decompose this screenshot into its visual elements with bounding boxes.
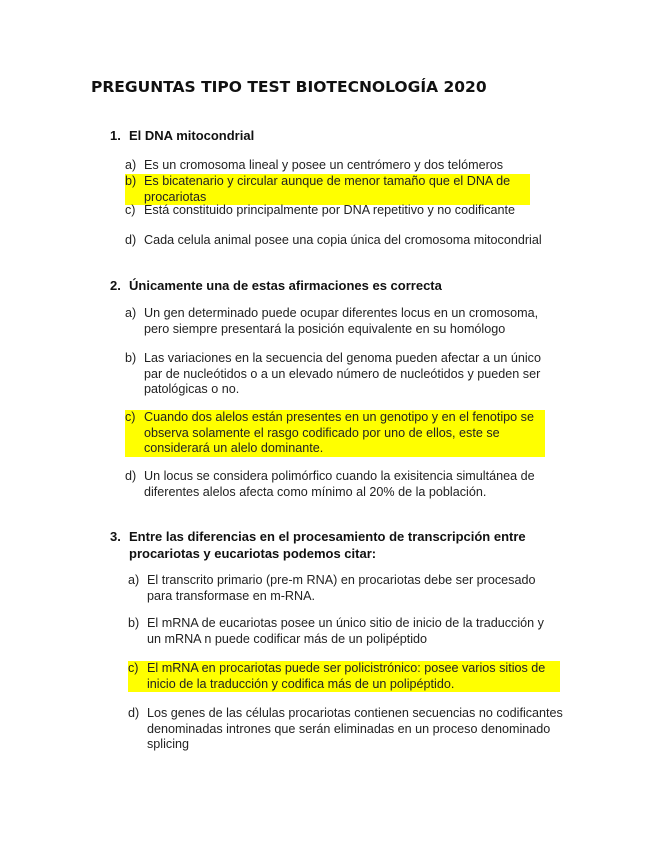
option-letter: d): [128, 706, 140, 720]
option-letter: b): [125, 351, 137, 365]
option-text: El mRNA de eucariotas posee un único sitio de inicio de la traducción y un mRNA n puede codificar más de un polipéptido: [147, 616, 544, 646]
option-2c[interactable]: [125, 410, 545, 457]
question-number: 1.: [110, 128, 121, 143]
question-text: Únicamente una de estas afirmaciones es correcta: [129, 278, 442, 293]
option-letter: d): [125, 233, 137, 247]
option-letter: a): [128, 573, 140, 587]
option-3b[interactable]: [128, 616, 558, 647]
option-1d[interactable]: [125, 233, 595, 249]
option-text: El mRNA en procariotas puede ser policistrónico: posee varios sitios de inicio de la traducción y codifica más de un polipéptido.: [147, 661, 546, 691]
option-letter: a): [125, 158, 137, 172]
option-text: Cada celula animal posee una copia única del cromosoma mitocondrial: [144, 233, 542, 247]
option-letter: a): [125, 306, 137, 320]
option-2d[interactable]: [125, 469, 555, 500]
option-text: Cuando dos alelos están presentes en un genotipo y en el fenotipo se observa solamente el rasgo codificado por uno de ellos, este se considerará un alelo dominante.: [144, 410, 534, 455]
option-text: Los genes de las células procariotas contienen secuencias no codificantes denominadas intrones que serán eliminadas en un proceso denominado splicing: [147, 706, 563, 751]
question-text: El DNA mitocondrial: [129, 128, 255, 143]
option-letter: c): [125, 410, 136, 424]
question-1: [110, 127, 570, 144]
option-2a[interactable]: [125, 306, 555, 337]
option-letter: d): [125, 469, 137, 483]
question-text: Entre las diferencias en el procesamiento de transcripción entre procariotas y eucariotas podemos citar:: [129, 529, 526, 561]
option-text: Es bicatenario y circular aunque de menor tamaño que el DNA de procariotas: [144, 174, 511, 204]
option-text: El transcrito primario (pre-m RNA) en procariotas debe ser procesado para transformase en m-RNA.: [147, 573, 536, 603]
question-number: 2.: [110, 278, 121, 293]
option-text: Es un cromosoma lineal y posee un centrómero y dos telómeros: [144, 158, 504, 172]
question-number: 3.: [110, 529, 121, 544]
option-3d[interactable]: [128, 706, 563, 753]
question-3: [110, 528, 555, 562]
option-letter: b): [128, 616, 140, 630]
option-2b[interactable]: [125, 351, 555, 398]
option-1b[interactable]: [125, 174, 530, 205]
option-text: Un gen determinado puede ocupar diferentes locus en un cromosoma, pero siempre presentará la posición equivalente en su homólogo: [144, 306, 539, 336]
option-1a[interactable]: [125, 158, 565, 174]
option-letter: c): [125, 203, 136, 217]
option-1c[interactable]: [125, 203, 565, 219]
option-text: Las variaciones en la secuencia del genoma pueden afectar a un único par de nucleótidos o a un elevado número de nucleótidos y pueden ser patológicas o no.: [144, 351, 541, 396]
option-3c[interactable]: [128, 661, 560, 692]
option-letter: b): [125, 174, 137, 188]
page-title: PREGUNTAS TIPO TEST BIOTECNOLOGÍA 2020: [91, 78, 487, 96]
question-2: [110, 277, 570, 294]
option-text: Está constituido principalmente por DNA repetitivo y no codificante: [144, 203, 516, 217]
option-3a[interactable]: [128, 573, 558, 604]
option-text: Un locus se considera polimórfico cuando la exisitencia simultánea de diferentes alelos afecta como mínimo al 20% de la población.: [144, 469, 535, 499]
option-letter: c): [128, 661, 139, 675]
